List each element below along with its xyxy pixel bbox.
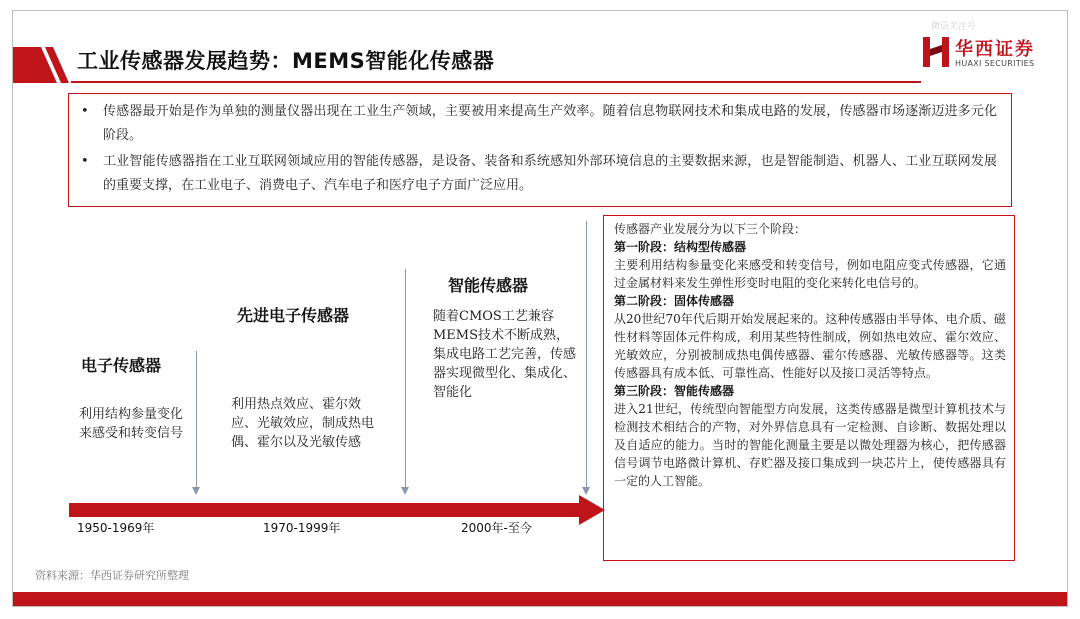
stage-desc-electronic-sensor: 利用结构参量变化来感受和转变信号 — [79, 407, 184, 441]
timeline-year-label: 1970-1999年 — [263, 521, 341, 535]
stage-title-smart-sensor: 智能传感器 — [448, 276, 529, 295]
logo-name-cn: 华西证券 — [955, 39, 1035, 60]
phase-body: 主要利用结构参量变化来感受和转变信号，例如电阻应变式传感器，它通过金属材料来发生弹性形变时电阻的变化来转化电信号的。 — [614, 258, 1006, 290]
timeline-divider-arrowhead — [401, 487, 409, 495]
phase-body: 从20世纪70年代后期开始发展起来的。这种传感器由半导体、电介质、磁性材料等固体元件构成，利用某些特性制成，例如热电效应、霍尔效应、光敏效应，分别被制成热电偶传感器、霍尔传感器、光敏传感器等。这类传感器具有成本低、可靠性高、性能好以及接口灵活等特点。 — [614, 312, 1006, 380]
timeline-divider-arrowhead — [192, 487, 200, 495]
title-underline — [71, 81, 921, 83]
intro-bullet: • 工业智能传感器指在工业互联网领域应用的智能传感器，是设备、装备和系统感知外部环境信息的主要数据来源，也是智能制造、机器人、工业互联网发展的重要支撑，在工业电子、消费电子、汽车电子和医疗电子方面广泛应用。 — [81, 154, 997, 193]
stage-title-advanced-sensor: 先进电子传感器 — [237, 306, 350, 325]
slide — [12, 10, 1068, 607]
intro-bullet: • 传感器最开始是作为单独的测量仪器出现在工业生产领域，主要被用来提高生产效率。随着信息物联网技术和集成电路的发展，传感器市场逐渐迈进多元化阶段。 — [81, 104, 997, 143]
footer-bar — [13, 592, 1067, 606]
phase-heading: 第一阶段：结构型传感器 — [614, 240, 747, 254]
stage-desc-advanced-sensor: 利用热点效应、霍尔效应、光敏效应，制成热电偶、霍尔以及光敏传感 — [231, 397, 375, 450]
huaxi-logo-icon — [921, 35, 951, 69]
source-note: 资料来源：华西证券研究所整理 — [35, 569, 189, 582]
timeline-divider-line — [196, 351, 197, 489]
intro-box — [68, 93, 1012, 207]
phase-heading: 第三阶段：智能传感器 — [614, 384, 735, 398]
phase-heading: 第二阶段：固体传感器 — [614, 294, 735, 308]
page-title: 工业传感器发展趋势：MEMS智能化传感器 — [77, 49, 495, 73]
intro-bullet-text: 传感器最开始是作为单独的测量仪器出现在工业生产领域，主要被用来提高生产效率。随着信息物联网技术和集成电路的发展，传感器市场逐渐迈进多元化阶段。 — [103, 104, 997, 143]
phase-body: 进入21世纪，传统型向智能型方向发展，这类传感器是微型计算机技术与检测技术相结合的产物，对外界信息具有一定检测、自诊断、数据处理以及自适应的能力。当时的智能化测量主要是以微处理器为核心，把传感器信号调节电路微计算机、存贮器及接口集成到一块芯片上，使传感器具有一定的人工智能。 — [614, 402, 1006, 488]
company-logo — [921, 33, 1061, 73]
timeline-divider-line — [405, 269, 406, 489]
timeline-divider-line — [586, 221, 587, 489]
logo-name-en: HUAXI SECURITIES — [955, 59, 1035, 68]
timeline-year-label: 1950-1969年 — [77, 521, 155, 535]
watermark-text: 微信关注号 — [931, 22, 977, 32]
stage-title-electronic-sensor: 电子传感器 — [81, 356, 162, 375]
phase-intro: 传感器产业发展分为以下三个阶段： — [614, 222, 807, 236]
phase-detail-box — [603, 215, 1015, 561]
timeline-divider-arrowhead — [582, 487, 590, 495]
header-stripe-decoration — [13, 47, 71, 83]
timeline-year-label: 2000年-至今 — [461, 521, 532, 535]
intro-bullet-text: 工业智能传感器指在工业互联网领域应用的智能传感器，是设备、装备和系统感知外部环境信息的主要数据来源，也是智能制造、机器人、工业互联网发展的重要支撑，在工业电子、消费电子、汽车电子和医疗电子方面广泛应用。 — [103, 154, 997, 193]
stage-desc-smart-sensor: 随着CMOS工艺兼容MEMS技术不断成熟，集成电路工艺完善，传感器实现微型化、集成化、智能化 — [433, 309, 577, 400]
